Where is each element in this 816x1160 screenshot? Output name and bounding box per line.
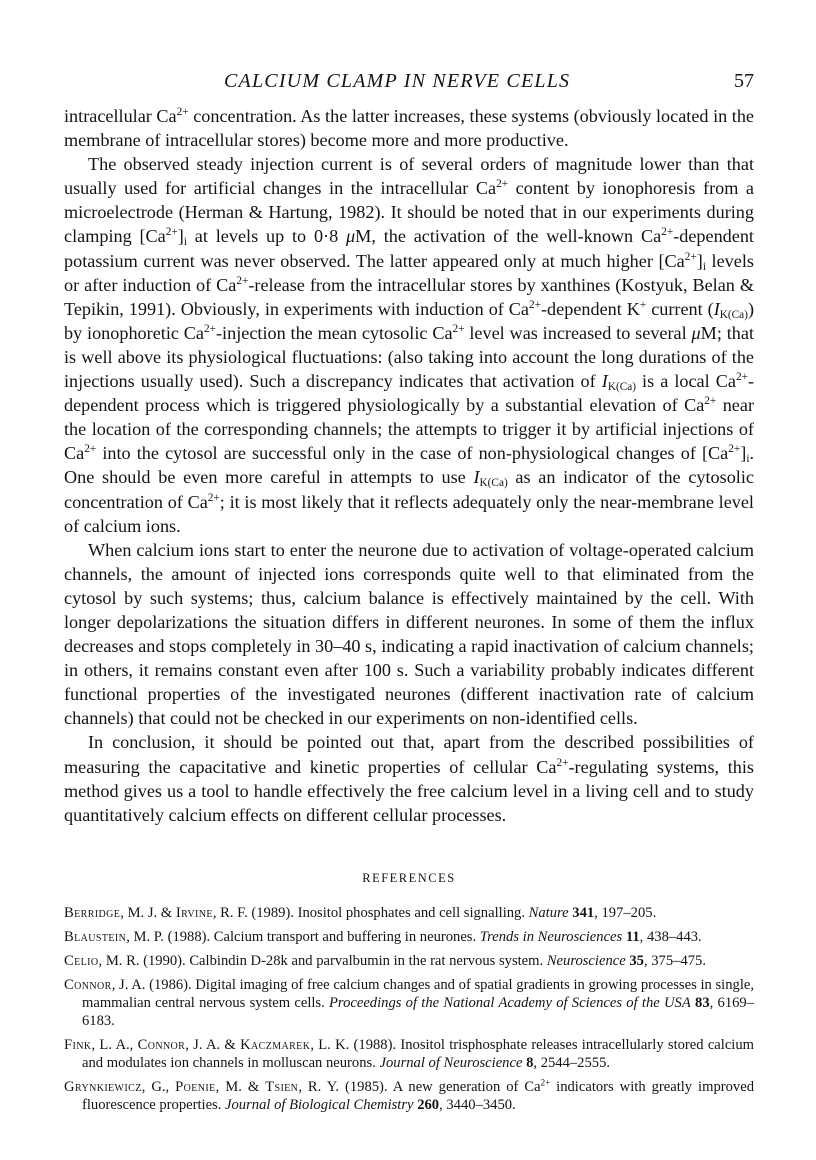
paragraph: When calcium ions start to enter the neurone due to activation of voltage-operated calcium channels, the amount of injected ions corresponds quite well to that eliminated from the cytosol by such systems; thus, calcium balance is effectively maintained by the cell. With longer depolarizations the situation differs in different neurones. In some of them the influx decreases and stops completely in 30–40 s, indicating a rapid inactivation of calcium channels; in others, it remains constant even after 100 s. Such a variability probably indicates different functional properties of the investigated neurones (different inactivation rate of calcium channels) that could not be checked in our experiments on non-identified cells.	[64, 539, 754, 729]
superscript: 2+	[452, 322, 465, 335]
styled-text: μ	[346, 226, 356, 247]
styled-text: 11	[625, 928, 640, 945]
subscript: K(Ca)	[479, 477, 508, 490]
reference-item: Blaustein, M. P. (1988). Calcium transport and buffering in neurones. Trends in Neurosciences 11, 438–443.	[64, 928, 702, 945]
paragraph: intracellular $Ca^{2+}$ concentration. As the latter increases, these systems (obviously located in the membrane of intracellular stores) become more and more productive.	[64, 106, 754, 151]
author-name: Connor	[137, 1036, 186, 1053]
superscript: 2+	[84, 443, 97, 456]
reference-item: Celio, M. R. (1990). Calbindin D-28k and parvalbumin in the rat nervous system. Neuroscience 35, 375–475.	[64, 952, 706, 969]
paragraph: In conclusion, it should be pointed out that, apart from the described possibilities of measuring the capacitative and kinetic properties of cellular $Ca^{2+}$-regulating systems, this method gives us a tool to handle effectively the free calcium level in a living cell and to study quantitatively calcium effects on different cellular processes.	[64, 732, 755, 825]
superscript: 2+	[204, 322, 216, 335]
author-name: Poenie	[175, 1078, 216, 1095]
superscript: 2+	[207, 491, 220, 504]
superscript: +	[639, 298, 647, 311]
running-head	[64, 70, 754, 96]
reference-item: Grynkiewicz, G., Poenie, M. & Tsien, R. Y. (1985). A new generation of $Ca^{2+}$ indicators with greatly improved fluorescence properties. Journal of Biological Chemistry 260, 3440–3450.	[64, 1077, 754, 1113]
subscript: K(Ca)	[607, 381, 636, 394]
body-text	[64, 104, 754, 827]
styled-text: Journal of Neuroscience	[379, 1054, 523, 1071]
subscript: i	[702, 260, 706, 273]
author-name: Connor	[64, 976, 112, 993]
superscript: 2+	[661, 226, 674, 239]
styled-text: I	[713, 298, 720, 319]
author-name: Blaustein	[64, 928, 127, 945]
styled-text: I	[601, 371, 608, 392]
reference-item: Berridge, M. J. & Irvine, R. F. (1989). Inositol phosphates and cell signalling. Nature 341, 197–205.	[64, 904, 657, 921]
reference-item: Connor, J. A. (1986). Digital imaging of free calcium changes and of spatial gradients in growing processes in single, mammalian central nervous system cells. Proceedings of the National Academy of Sciences of the USA 83, 6169–6183.	[64, 976, 754, 1029]
superscript: 2+	[728, 443, 741, 456]
styled-text: μ	[691, 322, 701, 343]
styled-text: Proceedings of the National Academy of Sciences of the USA	[329, 994, 691, 1011]
styled-text: Neuroscience	[546, 952, 626, 969]
author-name: Irvine	[175, 904, 213, 921]
reference-item: Fink, L. A., Connor, J. A. & Kaczmarek, L. K. (1988). Inositol trisphosphate releases intracellularly stored calcium and modulates ion channels in molluscan neurons. Journal of Neuroscience 8, 2544–2555.	[64, 1036, 755, 1071]
styled-text: I	[473, 467, 480, 488]
author-name: Fink	[64, 1036, 92, 1053]
superscript: 2+	[684, 250, 697, 263]
subscript: i	[746, 453, 750, 466]
superscript: 2+	[176, 106, 189, 119]
paragraph: The observed steady injection current is of several orders of magnitude lower than that usually used for artificial changes in the intracellular $Ca^{2+}$ content by ionophoresis from a microelectrode (Herman & Hartung, 1982). It should be noted that in our experiments during clamping $[Ca^{2+}]_i$ at levels up to 0·8 μM, the activation of the well-known $Ca^{2+}$-dependent potassium current was never observed. The latter appeared only at much higher $[Ca^{2+}]_i$ levels or after induction of $Ca^{2+}$-release from the intracellular stores by xanthines (Kostyuk, Belan & Tepikin, 1991). Obviously, in experiments with induction of $Ca^{2+}$-dependent K+ current $(I_{K(Ca)})$ by ionophoretic $Ca^{2+}$-injection the mean cytosolic $Ca^{2+}$ level was increased to several μM; that is well above its physiological fluctuations: (also taking into account the long durations of the injections usually used). Such a discrepancy indicates that activation of $I_{K(Ca)}$ is a local $Ca^{2+}$-dependent process which is triggered physiologically by a substantial elevation of $Ca^{2+}$ near the location of the corresponding channels; the attempts to trigger it by artificial injections of $Ca^{2+}$ into the cytosol are successful only in the case of non-physiological changes of $[Ca^{2+}]_i$. One should be even more careful in attempts to use $I_{K(Ca)}$ as an indicator of the cytosolic concentration of $Ca^{2+}$; it is most likely that it reflects adequately only the near-membrane level of calcium ions.	[64, 154, 755, 536]
page-number: 57	[734, 70, 754, 92]
styled-text: Nature	[528, 904, 569, 921]
references-heading: REFERENCES	[362, 870, 456, 885]
superscript: 2+	[496, 178, 509, 191]
author-name: Kaczmarek	[240, 1036, 311, 1053]
superscript: 2+	[165, 226, 178, 239]
styled-text: Journal of Biological Chemistry	[225, 1096, 414, 1113]
references-list	[64, 904, 754, 1114]
styled-text: 341	[572, 904, 595, 921]
styled-text: 8	[526, 1054, 534, 1071]
superscript: 2+	[540, 1077, 551, 1088]
styled-text: 260	[417, 1096, 440, 1113]
author-name: Tsien	[265, 1078, 299, 1095]
subscript: K(Ca)	[719, 308, 748, 321]
superscript: 2+	[735, 371, 748, 384]
author-name: Berridge	[64, 904, 121, 921]
running-title: CALCIUM CLAMP IN NERVE CELLS	[224, 70, 571, 92]
styled-text: 83	[695, 994, 710, 1011]
author-name: Grynkiewicz	[64, 1078, 142, 1095]
superscript: 2+	[556, 756, 569, 769]
superscript: 2+	[236, 274, 249, 287]
styled-text: 35	[629, 952, 644, 969]
journal-page	[64, 70, 754, 1120]
superscript: 2+	[704, 395, 717, 408]
styled-text: Trends in Neurosciences	[479, 928, 623, 945]
subscript: i	[183, 236, 187, 249]
superscript: 2+	[529, 298, 541, 311]
author-name: Celio	[64, 952, 99, 969]
